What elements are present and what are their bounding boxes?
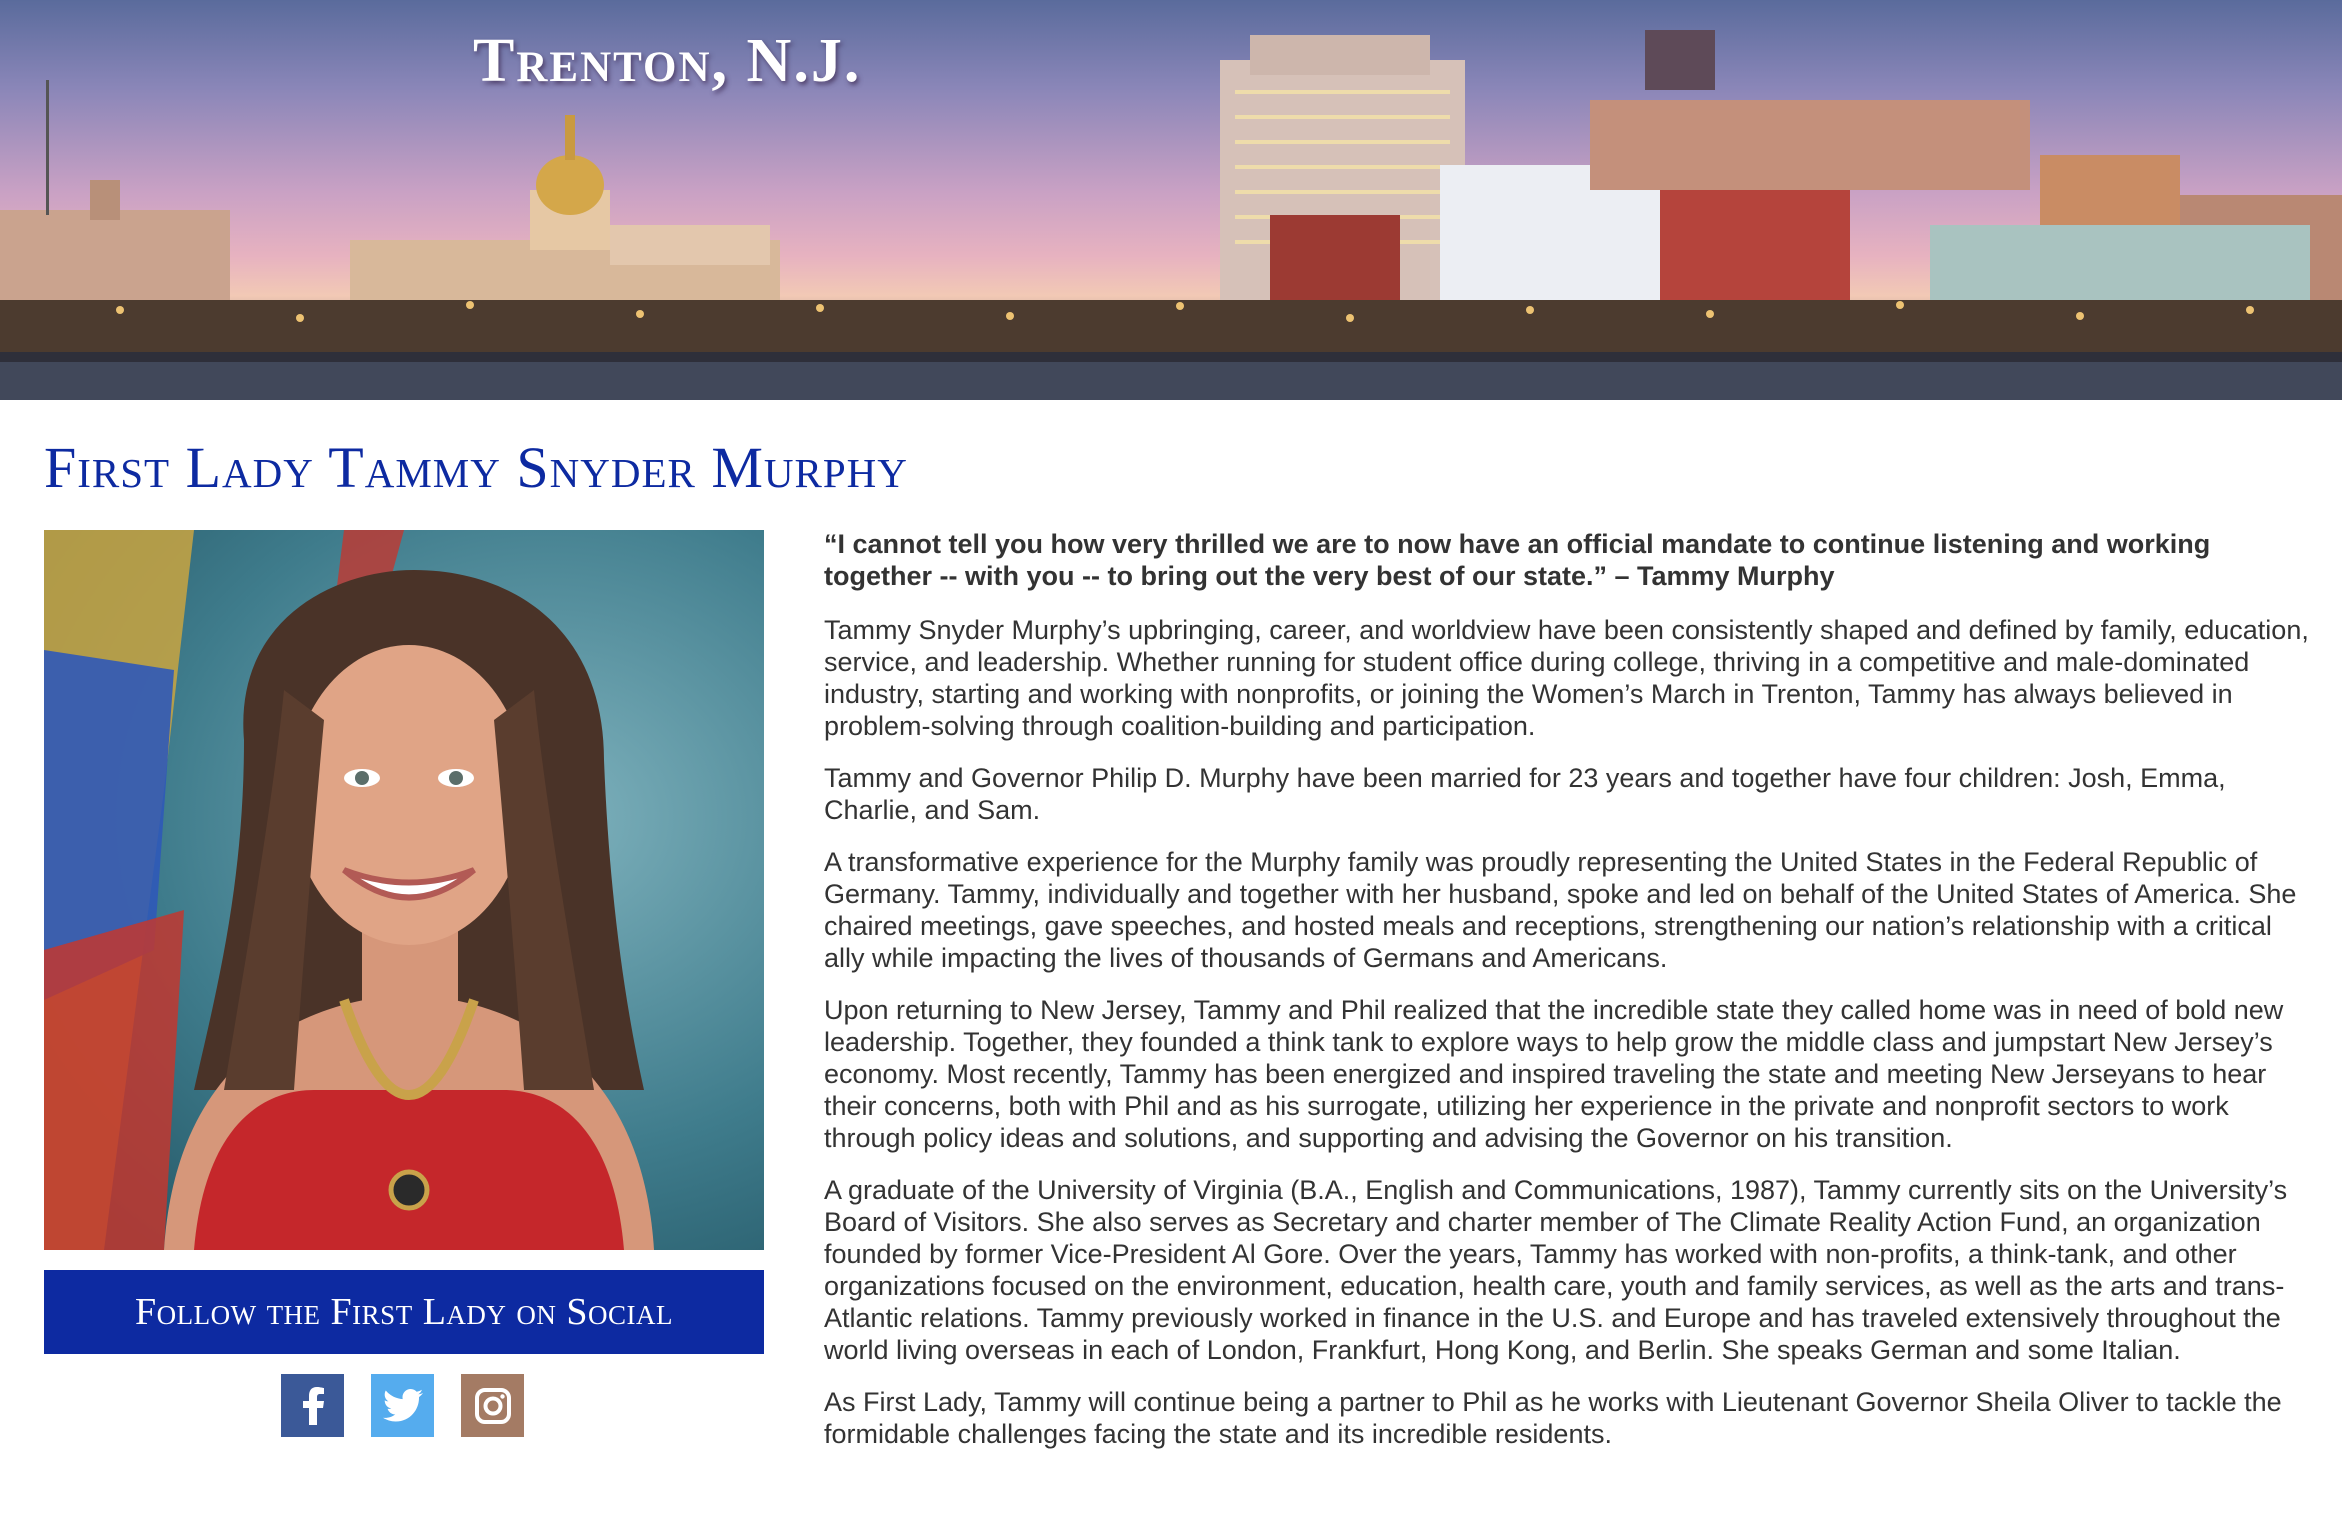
facebook-button[interactable]	[281, 1374, 344, 1437]
social-links	[281, 1374, 524, 1437]
twitter-icon	[383, 1389, 423, 1423]
skyline-illustration	[0, 0, 2342, 400]
bio-paragraph: A graduate of the University of Virginia (B.A., English and Communications, 1987), Tammy currently sits on the University’s Board of Visitors. She also serves as Secretary and charter member of The Climate Reality Action Fund, an organization founded by former Vice-President Al Gore. Over the years, Tammy has worked with non-profits, a think-tank, and other organizations focused on the environment, education, health care, youth and family services, as well as the arts and trans-Atlantic relations. Tammy previously worked in finance in the U.S. and Europe and has traveled extensively throughout the world living overseas in each of London, Frankfurt, Hong Kong, and Berlin. She speaks German and some Italian.	[824, 1175, 2288, 1365]
trenton-skyline-banner	[0, 0, 2342, 400]
instagram-icon	[475, 1388, 511, 1424]
bio-paragraph: A transformative experience for the Murphy family was proudly representing the United States in the Federal Republic of Germany. Tammy, individually and together with her husband, spoke and led on behalf of the United States of America. She chaired meetings, gave speeches, and hosted meals and receptions, strengthening our nation’s relationship with a critical ally while impacting the lives of thousands of Germans and Americans.	[824, 847, 2297, 973]
instagram-button[interactable]	[461, 1374, 524, 1437]
facebook-icon	[298, 1387, 328, 1425]
biography	[824, 528, 2314, 1470]
bio-paragraph: Tammy and Governor Philip D. Murphy have been married for 23 years and together have four children: Josh, Emma, Charlie, and Sam.	[824, 763, 2226, 825]
twitter-button[interactable]	[371, 1374, 434, 1437]
bio-paragraph: As First Lady, Tammy will continue being a partner to Phil as he works with Lieutenant Governor Sheila Oliver to tackle the formidable challenges facing the state and its incredible residents.	[824, 1387, 2282, 1449]
follow-social-banner: Follow the First Lady on Social	[44, 1270, 764, 1354]
portrait-illustration	[44, 530, 764, 1250]
bio-paragraph: Tammy Snyder Murphy’s upbringing, career, and worldview have been consistently shaped and defined by family, education, service, and leadership. Whether running for student office during college, thriving in a competitive and male-dominated industry, starting and working with nonprofits, or joining the Women’s March in Trenton, Tammy has always believed in problem-solving through coalition-building and participation.	[824, 615, 2309, 741]
featured-quote: “I cannot tell you how very thrilled we are to now have an official mandate to continue listening and working together -- with you -- to bring out the very best of our state.” – Tammy Murphy	[824, 529, 2211, 591]
banner-title: Trenton, N.J.	[473, 27, 862, 95]
first-lady-portrait	[44, 530, 764, 1250]
bio-paragraph: Upon returning to New Jersey, Tammy and Phil realized that the incredible state they called home was in need of bold new leadership. Together, they founded a think tank to explore ways to help grow the middle class and jumpstart New Jersey’s economy. Most recently, Tammy has been energized and inspired traveling the state and meeting New Jerseyans to hear their concerns, both with Phil and as his surrogate, utilizing her experience in the private and nonprofit sectors to work through policy ideas and solutions, and supporting and advising the Governor on his transition.	[824, 995, 2284, 1153]
page-title: First Lady Tammy Snyder Murphy	[44, 435, 908, 500]
